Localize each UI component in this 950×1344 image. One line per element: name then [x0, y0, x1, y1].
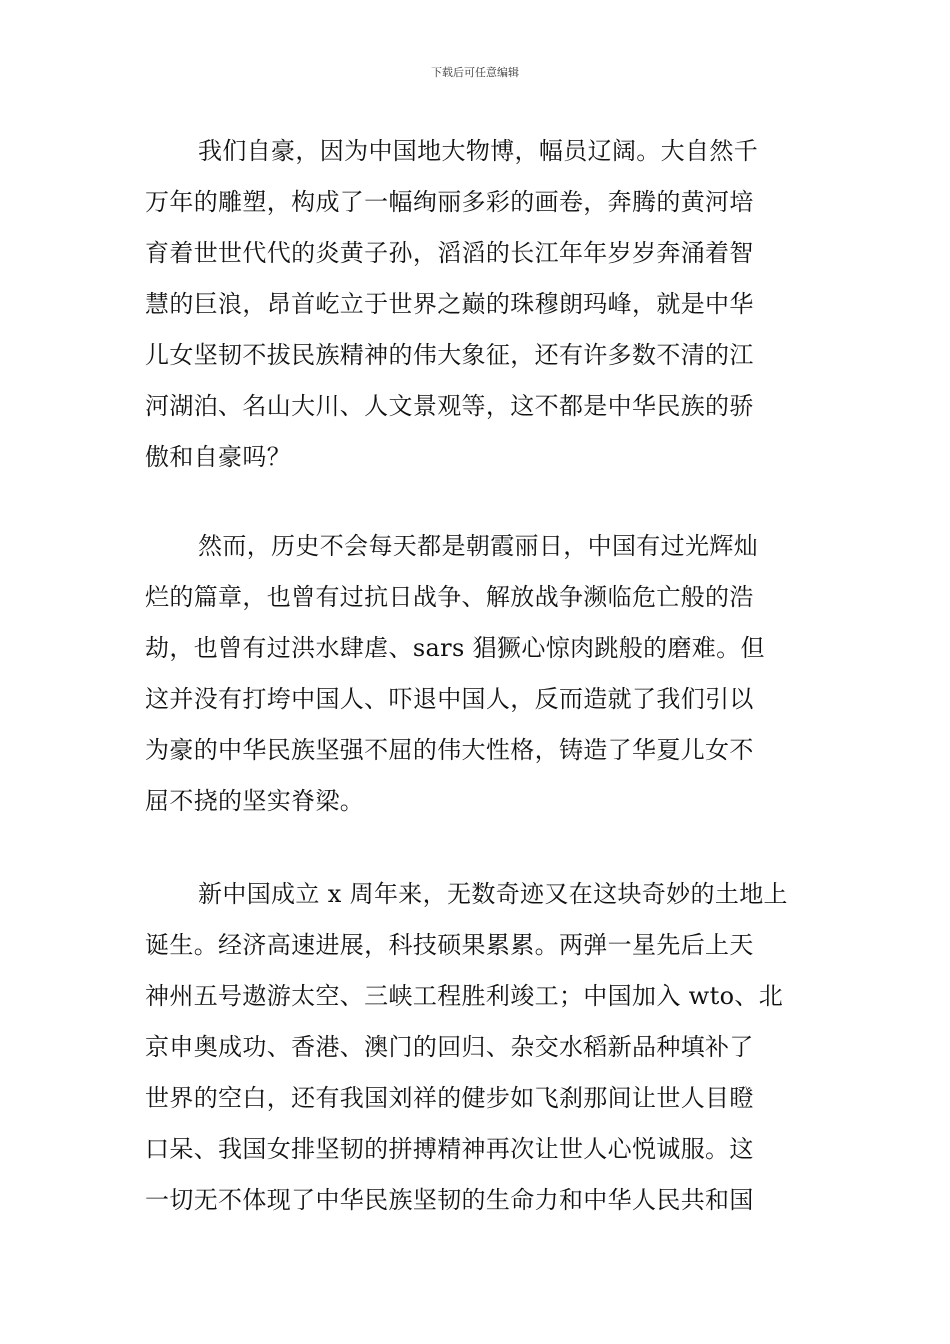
text-line: 劫，也曾有过洪水肆虐、sars 猖獗心惊肉跳般的磨难。但: [145, 634, 765, 662]
text-line: 河湖泊、名山大川、人文景观等，这不都是中华民族的骄: [145, 392, 754, 420]
text-line: 傲和自豪吗？: [145, 443, 292, 471]
page-header: 下载后可任意编辑: [431, 66, 519, 79]
text-line: 然而，历史不会每天都是朝霞丽日，中国有过光辉灿: [198, 532, 759, 560]
text-line: 儿女坚韧不拔民族精神的伟大象征，还有许多数不清的江: [145, 341, 754, 369]
text-line: 烂的篇章，也曾有过抗日战争、解放战争濒临危亡般的浩: [145, 583, 754, 611]
text-line: 诞生。经济高速进展，科技硕果累累。两弹一星先后上天: [145, 931, 754, 959]
paragraph-1: [145, 126, 815, 483]
text-line: 口呆、我国女排坚韧的拼搏精神再次让世人心悦诚服。这: [145, 1135, 754, 1163]
text-line: 育着世世代代的炎黄子孙，滔滔的长江年年岁岁奔涌着智: [145, 239, 754, 267]
text-line: 京申奥成功、香港、澳门的回归、杂交水稻新品种填补了: [145, 1033, 754, 1061]
paragraph-2: [145, 521, 815, 827]
text-line: 世界的空白，还有我国刘祥的健步如飞刹那间让世人目瞪: [145, 1084, 754, 1112]
text-line: 慧的巨浪，昂首屹立于世界之巅的珠穆朗玛峰，就是中华: [145, 290, 754, 318]
text-line: 这并没有打垮中国人、吓退中国人，反而造就了我们引以: [145, 685, 754, 713]
text-line: 神州五号遨游太空、三峡工程胜利竣工；中国加入 wto、北: [145, 982, 784, 1010]
text-line: 屈不挠的坚实脊梁。: [145, 787, 365, 815]
text-line: 我们自豪，因为中国地大物博，幅员辽阔。大自然千: [198, 137, 759, 165]
text-line: 为豪的中华民族坚强不屈的伟大性格，铸造了华夏儿女不: [145, 736, 754, 764]
text-line: 新中国成立 x 周年来，无数奇迹又在这块奇妙的土地上: [198, 880, 788, 908]
text-line: 一切无不体现了中华民族坚韧的生命力和中华人民共和国: [145, 1186, 754, 1214]
paragraph-3: [145, 869, 815, 1226]
text-line: 万年的雕塑，构成了一幅绚丽多彩的画卷，奔腾的黄河培: [145, 188, 754, 216]
